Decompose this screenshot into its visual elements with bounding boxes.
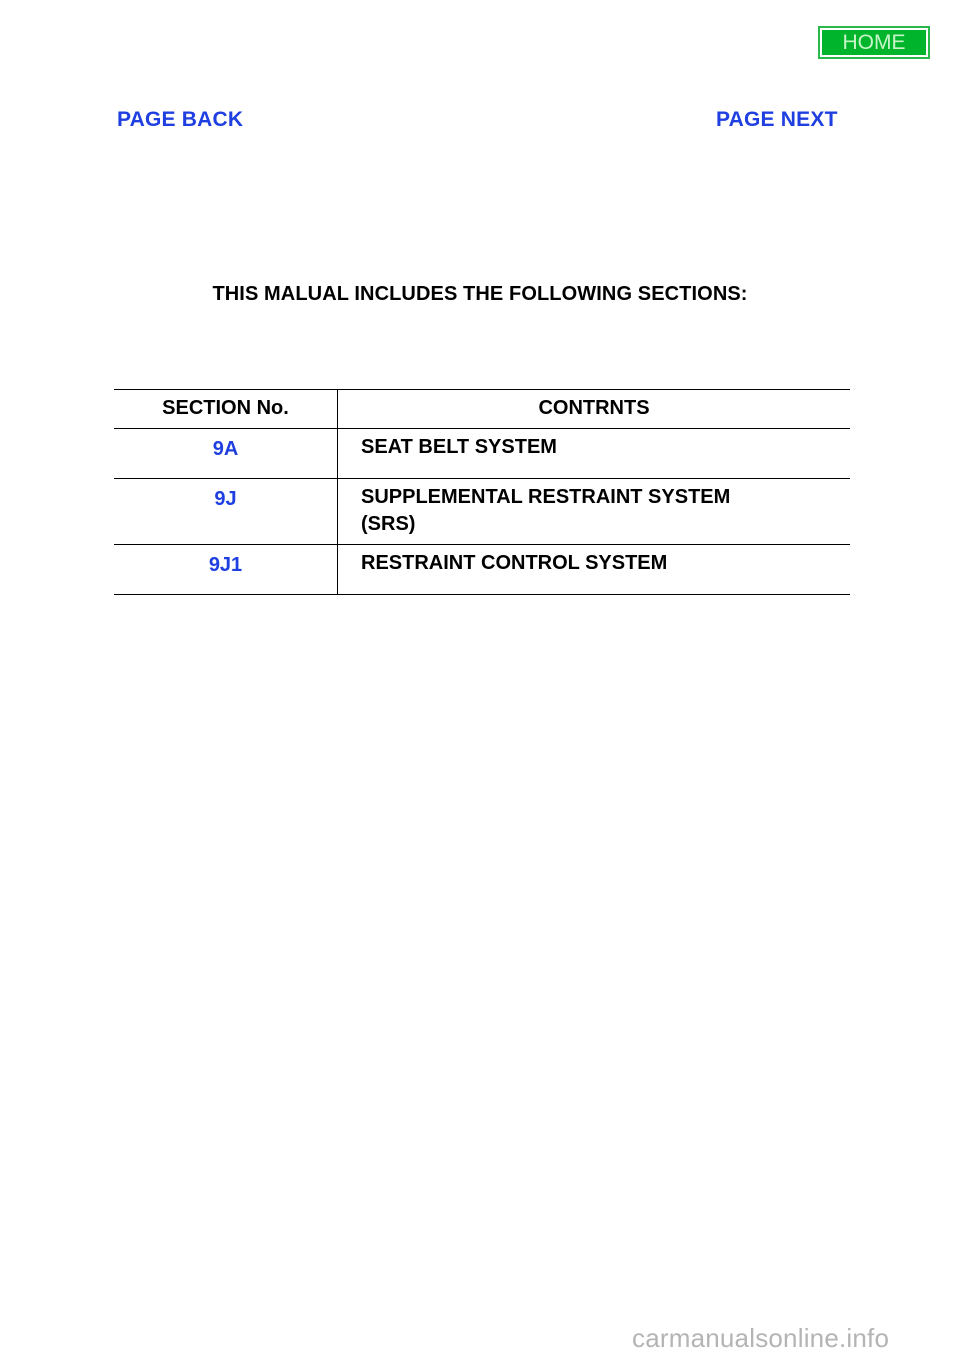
column-header-contents: CONTRNTS <box>338 390 851 429</box>
section-contents-cell <box>338 429 851 479</box>
home-button-label: HOME <box>822 30 926 55</box>
table-row <box>114 479 850 545</box>
section-number-cell <box>114 429 338 479</box>
section-contents-cell <box>338 545 851 595</box>
section-contents-text-line2: (SRS) <box>361 513 416 535</box>
section-number-cell <box>114 545 338 595</box>
section-contents-text: SEAT BELT SYSTEM <box>361 436 557 458</box>
section-link-9a[interactable]: 9A <box>212 438 239 460</box>
watermark: carmanualsonline.info <box>632 1323 890 1353</box>
page-next-link[interactable]: PAGE NEXT <box>716 108 838 131</box>
section-link-9j1[interactable]: 9J1 <box>208 554 243 576</box>
column-header-section-no: SECTION No. <box>114 390 338 429</box>
section-contents-text: RESTRAINT CONTROL SYSTEM <box>361 552 668 574</box>
sections-table <box>114 389 850 595</box>
section-number-cell <box>114 479 338 545</box>
page-heading: THIS MALUAL INCLUDES THE FOLLOWING SECTIONS: <box>212 283 748 305</box>
table-row <box>114 545 850 595</box>
table-row <box>114 429 850 479</box>
section-contents-cell <box>338 479 851 545</box>
table-header-row <box>114 390 850 429</box>
section-link-9j[interactable]: 9J <box>214 488 237 510</box>
page-back-link[interactable]: PAGE BACK <box>117 108 244 131</box>
section-contents-text: SUPPLEMENTAL RESTRAINT SYSTEM <box>361 486 731 508</box>
home-button[interactable] <box>818 26 930 59</box>
